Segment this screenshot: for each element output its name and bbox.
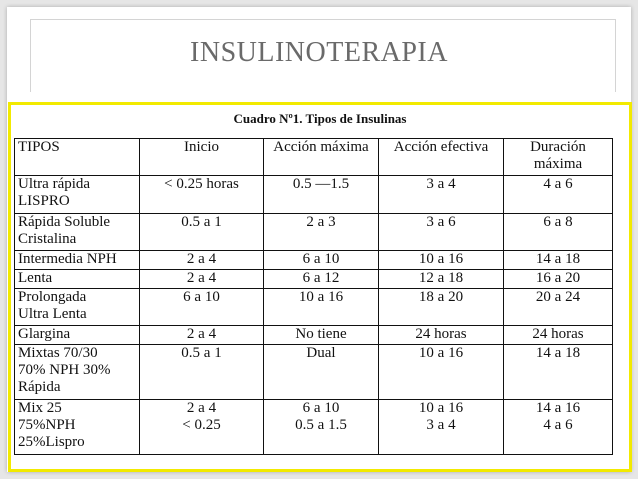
cell-tipo-line: 25%Lispro xyxy=(18,434,85,450)
table-image-frame xyxy=(8,102,632,472)
cell-duracion-maxima xyxy=(504,400,613,455)
cell-accion-efectiva xyxy=(379,345,504,400)
cell-tipo-line: Ultra rápida xyxy=(18,176,91,192)
cell-accion-efectiva xyxy=(379,400,504,455)
header-accion-efectiva: Acción efectiva xyxy=(379,139,504,176)
cell-tipo-line: Rápida Soluble xyxy=(18,214,111,230)
cell-tipo-line: Glargina xyxy=(18,326,71,342)
cell-duracion-maxima xyxy=(504,251,613,270)
table-row xyxy=(15,251,613,270)
cell-accion-maxima xyxy=(264,176,379,214)
cell-accion-maxima xyxy=(264,345,379,400)
cell-accion-efectiva-line: 24 horas xyxy=(415,326,467,342)
cell-inicio xyxy=(140,214,264,251)
cell-accion-efectiva-line: 10 a 16 xyxy=(418,400,464,416)
cell-duracion-maxima-line: 24 horas xyxy=(532,326,584,342)
cell-accion-maxima xyxy=(264,289,379,326)
table-row xyxy=(15,345,613,400)
cell-tipo xyxy=(15,345,140,400)
cell-accion-efectiva xyxy=(379,251,504,270)
cell-inicio-line: 2 a 4 xyxy=(186,400,217,416)
cell-inicio-line: 2 a 4 xyxy=(186,270,217,286)
cell-accion-efectiva xyxy=(379,176,504,214)
cell-tipo-line: Intermedia NPH xyxy=(18,251,117,267)
insulin-types-table xyxy=(14,138,613,455)
cell-inicio xyxy=(140,270,264,289)
cell-inicio xyxy=(140,289,264,326)
cell-inicio xyxy=(140,345,264,400)
cell-duracion-maxima-line: 14 a 18 xyxy=(535,251,581,267)
cell-tipo-line: Mix 25 xyxy=(18,400,62,416)
cell-duracion-maxima-line: 6 a 8 xyxy=(543,214,573,230)
cell-duracion-maxima xyxy=(504,270,613,289)
cell-accion-maxima xyxy=(264,214,379,251)
cell-tipo-line: Prolongada xyxy=(18,289,87,305)
cell-accion-maxima-line: 6 a 12 xyxy=(302,270,340,286)
cell-inicio-line: 2 a 4 xyxy=(186,326,217,342)
cell-duracion-maxima xyxy=(504,176,613,214)
cell-accion-efectiva xyxy=(379,289,504,326)
cell-accion-maxima-line: 2 a 3 xyxy=(306,214,336,230)
table-caption: Cuadro Nº1. Tipos de Insulinas xyxy=(233,111,407,126)
cell-inicio xyxy=(140,400,264,455)
cell-tipo-line: Lenta xyxy=(18,270,53,286)
cell-accion-efectiva xyxy=(379,214,504,251)
slide-title: INSULINOTERAPIA xyxy=(190,37,448,68)
header-accion-maxima: Acción máxima xyxy=(264,139,379,176)
cell-accion-efectiva-line: 3 a 6 xyxy=(426,214,456,230)
cell-inicio-line: 2 a 4 xyxy=(186,251,217,267)
cell-tipo xyxy=(15,400,140,455)
slide xyxy=(7,7,631,472)
header-duracion-line-1: Duración xyxy=(530,139,586,155)
cell-tipo xyxy=(15,251,140,270)
cell-duracion-maxima xyxy=(504,289,613,326)
cell-accion-maxima-line: 0.5 —1.5 xyxy=(292,176,350,192)
cell-accion-maxima xyxy=(264,270,379,289)
cell-tipo-line: LISPRO xyxy=(18,193,70,209)
cell-accion-maxima-line: 6 a 10 xyxy=(302,251,340,267)
table-row xyxy=(15,326,613,345)
cell-tipo-line: 75%NPH xyxy=(18,417,76,433)
cell-tipo xyxy=(15,326,140,345)
cell-tipo xyxy=(15,289,140,326)
cell-accion-efectiva-line: 3 a 4 xyxy=(426,176,456,192)
header-duracion-line-2: máxima xyxy=(533,156,583,172)
cell-tipo xyxy=(15,176,140,214)
cell-duracion-maxima-line: 20 a 24 xyxy=(535,289,581,305)
cell-accion-maxima-line: No tiene xyxy=(295,326,347,342)
table-row xyxy=(15,270,613,289)
cell-inicio-line: < 0.25 horas xyxy=(164,176,239,192)
cell-accion-maxima xyxy=(264,326,379,345)
cell-duracion-maxima-line: 14 a 18 xyxy=(535,345,581,361)
cell-duracion-maxima xyxy=(504,326,613,345)
cell-accion-efectiva-line: 12 a 18 xyxy=(418,270,464,286)
cell-tipo xyxy=(15,214,140,251)
cell-tipo-line: Ultra Lenta xyxy=(18,306,87,322)
cell-accion-efectiva-line: 3 a 4 xyxy=(426,417,456,433)
table-row xyxy=(15,214,613,251)
cell-inicio xyxy=(140,176,264,214)
cell-inicio-line: 6 a 10 xyxy=(183,289,220,305)
header-duracion-maxima xyxy=(504,139,613,176)
cell-accion-efectiva-line: 10 a 16 xyxy=(418,251,464,267)
table-row xyxy=(15,289,613,326)
header-tipos: TIPOS xyxy=(15,139,140,176)
cell-accion-maxima-line: 6 a 10 xyxy=(302,400,340,416)
header-inicio: Inicio xyxy=(140,139,264,176)
table-header-row xyxy=(15,139,613,176)
cell-accion-maxima xyxy=(264,251,379,270)
cell-duracion-maxima-line: 16 a 20 xyxy=(535,270,581,286)
cell-tipo-line: Mixtas 70/30 xyxy=(18,345,98,361)
cell-duracion-maxima-line: 4 a 6 xyxy=(543,417,573,433)
cell-inicio xyxy=(140,326,264,345)
cell-duracion-maxima-line: 14 a 16 xyxy=(535,400,581,416)
cell-tipo xyxy=(15,270,140,289)
cell-duracion-maxima xyxy=(504,345,613,400)
table-row xyxy=(15,176,613,214)
cell-duracion-maxima-line: 4 a 6 xyxy=(543,176,573,192)
table-row xyxy=(15,400,613,455)
cell-accion-efectiva-line: 10 a 16 xyxy=(418,345,464,361)
cell-inicio-line: < 0.25 xyxy=(182,417,221,433)
cell-accion-maxima-line: Dual xyxy=(306,345,336,361)
cell-accion-maxima xyxy=(264,400,379,455)
cell-accion-efectiva xyxy=(379,270,504,289)
cell-inicio-line: 0.5 a 1 xyxy=(181,345,222,361)
cell-duracion-maxima xyxy=(504,214,613,251)
cell-accion-maxima-line: 10 a 16 xyxy=(298,289,344,305)
cell-tipo-line: 70% NPH 30% xyxy=(18,362,111,378)
cell-tipo-line: Rápida xyxy=(18,379,61,395)
cell-accion-efectiva xyxy=(379,326,504,345)
cell-accion-maxima-line: 0.5 a 1.5 xyxy=(295,417,347,433)
cell-tipo-line: Cristalina xyxy=(18,231,77,247)
cell-accion-efectiva-line: 18 a 20 xyxy=(418,289,464,305)
cell-inicio-line: 0.5 a 1 xyxy=(181,214,222,230)
cell-inicio xyxy=(140,251,264,270)
